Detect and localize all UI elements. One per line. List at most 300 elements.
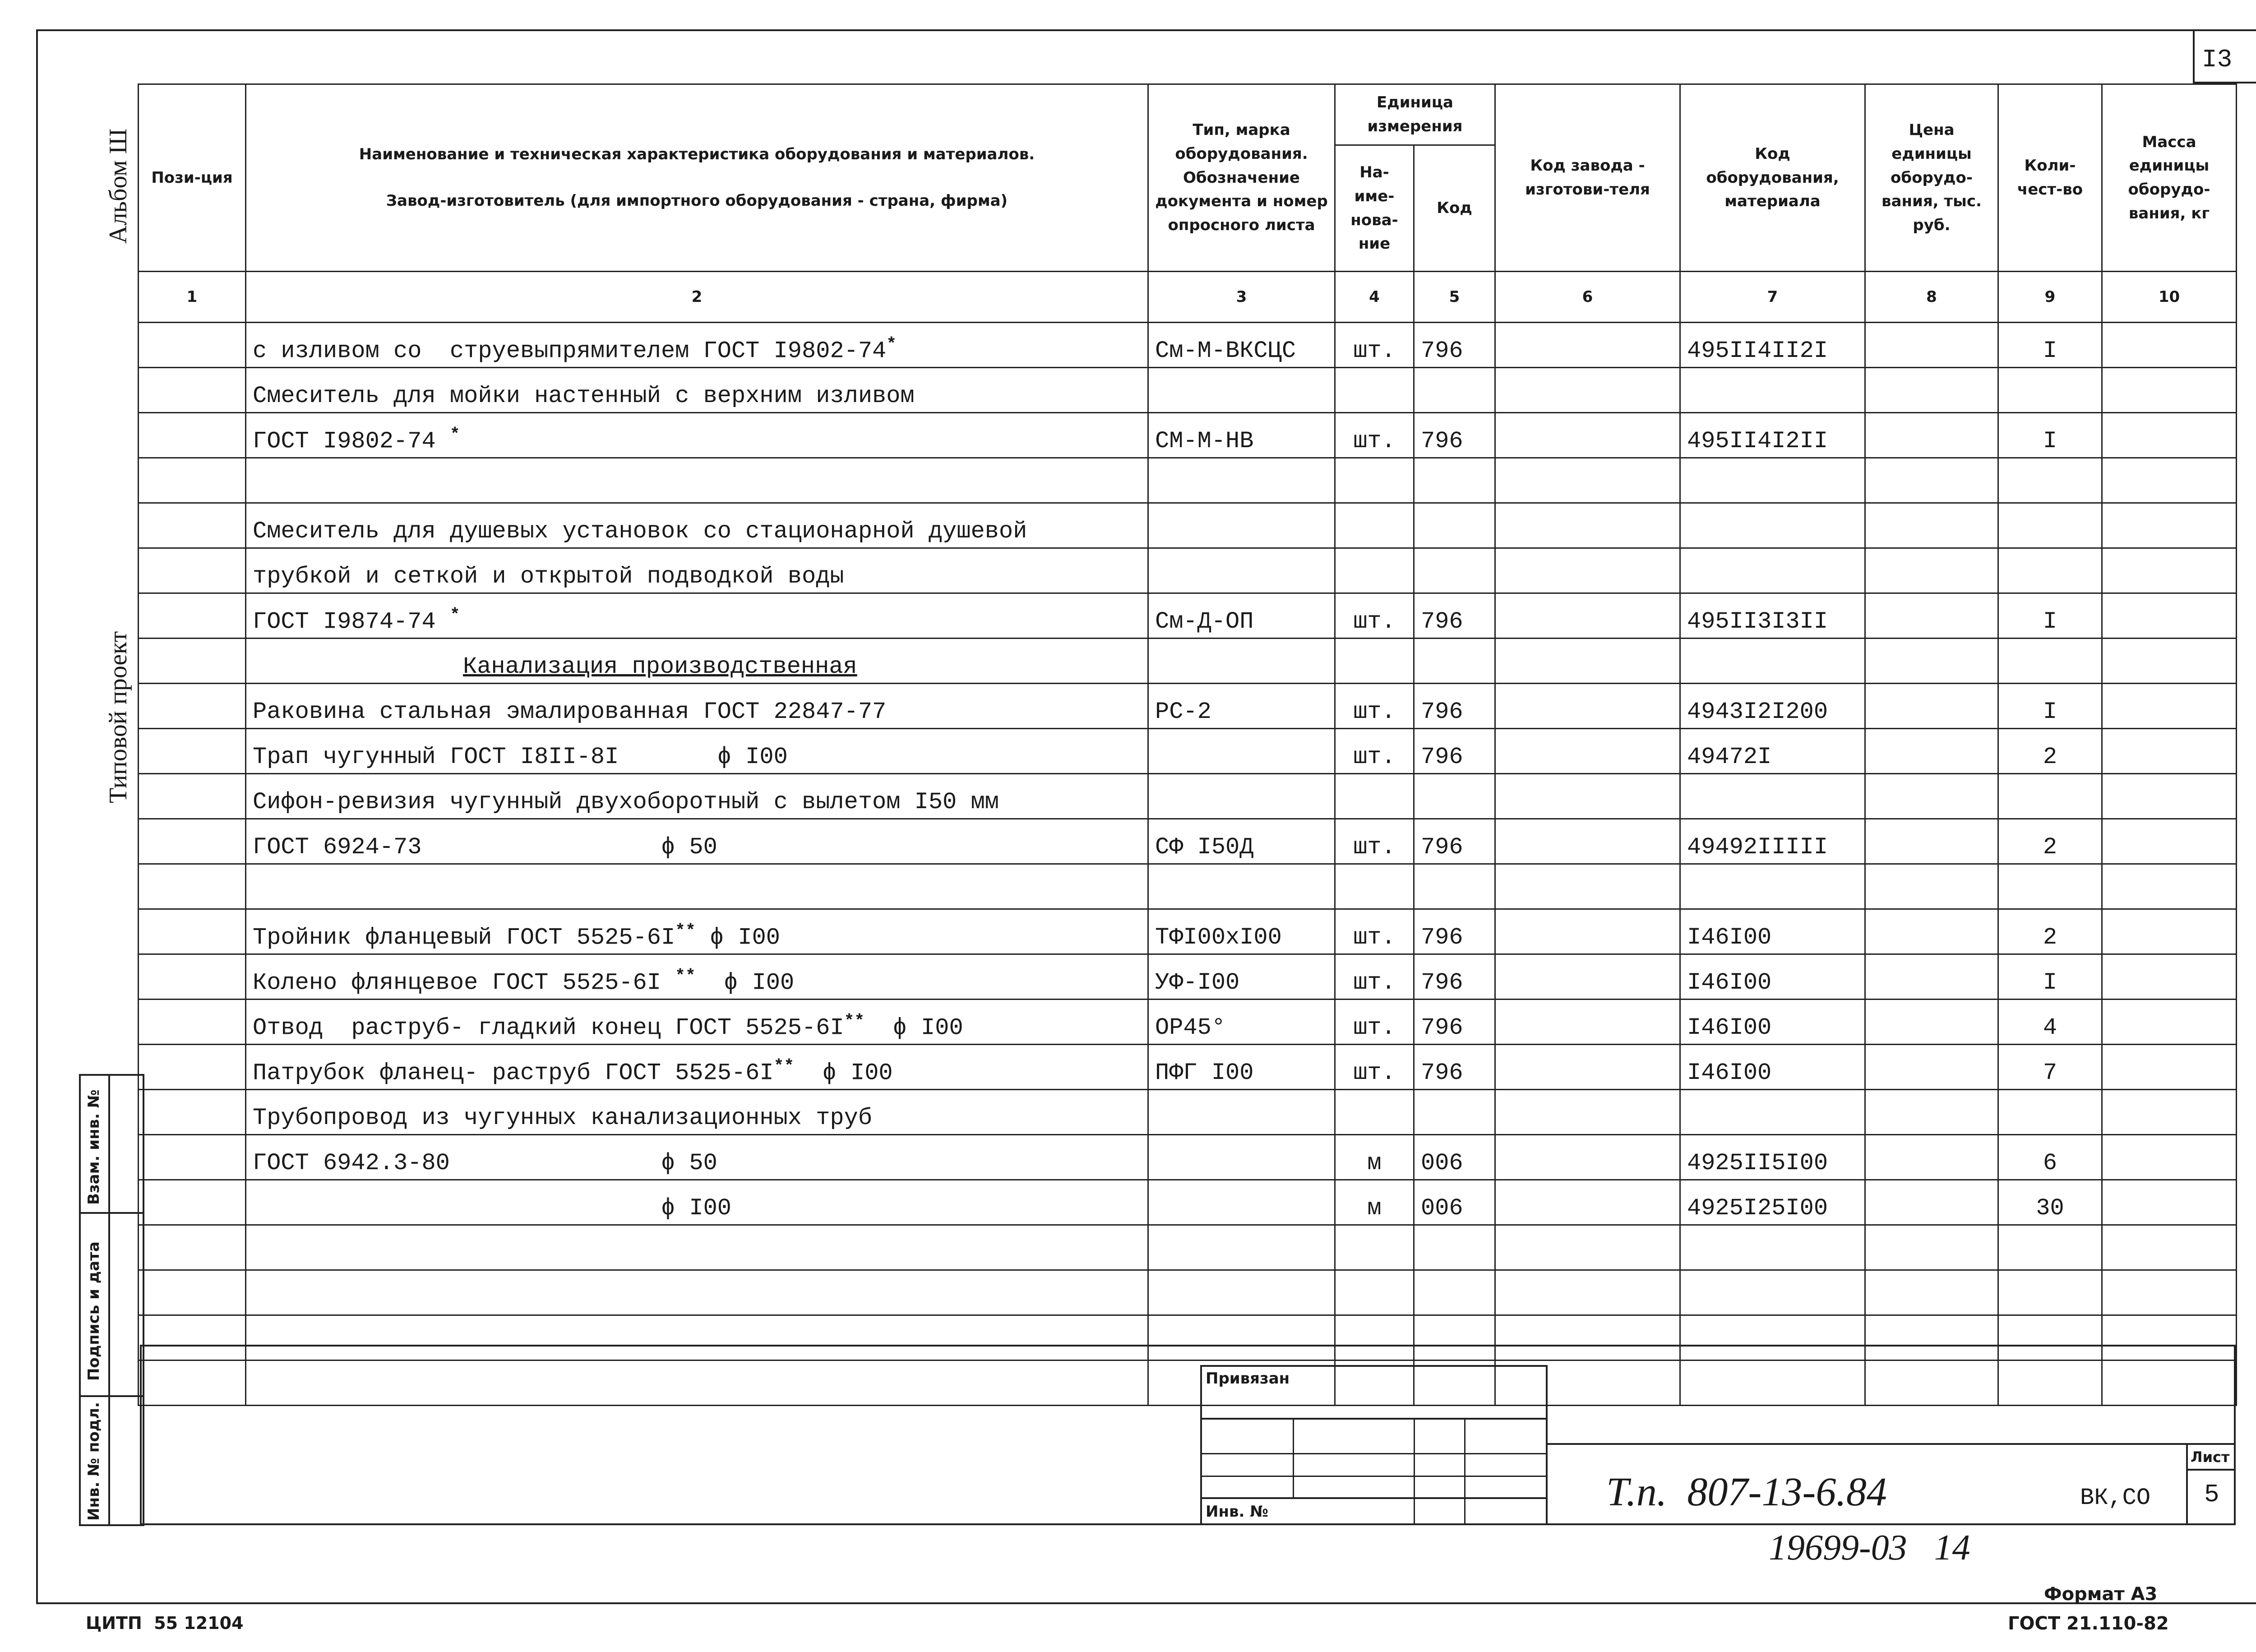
cell-factory-code <box>1495 819 1680 864</box>
cell-mass <box>2102 368 2237 413</box>
table-row <box>139 1225 2237 1270</box>
header-equipment-code: Код оборудования, материала <box>1680 84 1865 272</box>
cell-unit-code <box>1414 1225 1495 1270</box>
cell-type <box>1148 639 1335 684</box>
cell-position <box>139 1090 246 1135</box>
cell-name <box>246 774 1148 819</box>
privyazan-line <box>1200 1497 1548 1499</box>
cell-type <box>1148 1180 1335 1225</box>
cell-unit-code <box>1414 774 1495 819</box>
cell-unit-code <box>1414 548 1495 593</box>
side-divider <box>108 1074 110 1526</box>
cell-factory-code <box>1495 774 1680 819</box>
cell-unit <box>1335 864 1414 909</box>
gost-mark: * <box>449 605 460 625</box>
cell-unit: шт. <box>1335 1000 1414 1045</box>
gost-mark: ** <box>844 1011 865 1031</box>
cell-equipment-code <box>1680 1225 1865 1270</box>
cell-type: См-Д-ОП <box>1148 593 1335 639</box>
item-name: Раковина стальная эмалированная ГОСТ 22847-77 <box>253 699 887 725</box>
cell-equipment-code <box>1680 864 1865 909</box>
cell-factory-code <box>1495 323 1680 368</box>
cell-mass <box>2102 909 2237 954</box>
cell-price <box>1865 684 1998 729</box>
album-label: Альбом Ш <box>104 128 132 244</box>
cell-unit-code: 796 <box>1414 729 1495 774</box>
cell-mass <box>2102 1180 2237 1225</box>
column-number: 3 <box>1148 272 1335 323</box>
cell-unit <box>1335 774 1414 819</box>
cell-price <box>1865 368 1998 413</box>
cell-factory-code <box>1495 368 1680 413</box>
cell-unit-code: 796 <box>1414 909 1495 954</box>
cell-quantity <box>1998 1270 2102 1315</box>
cell-price <box>1865 503 1998 548</box>
privyazan-label: Привязан <box>1206 1370 1290 1388</box>
cell-unit: шт. <box>1335 819 1414 864</box>
cell-mass <box>2102 954 2237 1000</box>
cell-unit-code <box>1414 458 1495 503</box>
column-number: 5 <box>1414 272 1495 323</box>
cell-unit <box>1335 1090 1414 1135</box>
cell-type: ТФI00хI00 <box>1148 909 1335 954</box>
header-quantity: Коли-чест-во <box>1998 84 2102 272</box>
cell-quantity: 2 <box>1998 729 2102 774</box>
cell-quantity: I <box>1998 954 2102 1000</box>
cell-mass <box>2102 458 2237 503</box>
cell-quantity: 7 <box>1998 1045 2102 1090</box>
cell-unit: шт. <box>1335 909 1414 954</box>
cell-type: СФ I50Д <box>1148 819 1335 864</box>
cell-position <box>139 729 246 774</box>
table-row <box>139 1135 2237 1180</box>
cell-unit: шт. <box>1335 954 1414 1000</box>
cell-price <box>1865 1045 1998 1090</box>
cell-equipment-code: 49472I <box>1680 729 1865 774</box>
table-row <box>139 1270 2237 1315</box>
cell-equipment-code <box>1680 1090 1865 1135</box>
cell-unit <box>1335 1270 1414 1315</box>
column-number: 7 <box>1680 272 1865 323</box>
list-number: 5 <box>2204 1480 2219 1509</box>
cell-quantity: I <box>1998 323 2102 368</box>
table-row <box>139 1090 2237 1135</box>
cell-factory-code <box>1495 954 1680 1000</box>
header-type: Тип, марка оборудования. Обозначение документа и номер опросного листа <box>1148 84 1335 272</box>
page-number: I3 <box>2202 45 2233 74</box>
table-row <box>139 503 2237 548</box>
cell-equipment-code: I46I00 <box>1680 954 1865 1000</box>
cell-quantity <box>1998 503 2102 548</box>
table-row <box>139 729 2237 774</box>
item-name: ϕ I00 <box>253 1195 731 1222</box>
cell-factory-code <box>1495 548 1680 593</box>
cell-factory-code <box>1495 1270 1680 1315</box>
cell-type: ОР45° <box>1148 1000 1335 1045</box>
cell-type <box>1148 864 1335 909</box>
cell-name <box>246 413 1148 458</box>
cell-name <box>246 819 1148 864</box>
cell-mass <box>2102 548 2237 593</box>
item-name: Патрубок фланец- раструб ГОСТ 5525-6I <box>253 1060 774 1086</box>
table-row <box>139 954 2237 1000</box>
cell-position <box>139 548 246 593</box>
cell-position <box>139 1225 246 1270</box>
cell-quantity: 6 <box>1998 1135 2102 1180</box>
column-number: 9 <box>1998 272 2102 323</box>
cell-quantity <box>1998 548 2102 593</box>
cell-type <box>1148 1135 1335 1180</box>
diameter-suffix: ϕ I00 <box>695 924 780 951</box>
cell-name <box>246 593 1148 639</box>
cell-price <box>1865 1000 1998 1045</box>
cell-type <box>1148 368 1335 413</box>
cell-quantity: 2 <box>1998 819 2102 864</box>
item-name: Отвод раструб- гладкий конец ГОСТ 5525-6I <box>253 1014 844 1041</box>
cell-unit-code: 796 <box>1414 684 1495 729</box>
item-name: Смеситель для мойки настенный с верхним изливом <box>253 383 915 409</box>
cell-equipment-code <box>1680 548 1865 593</box>
cell-name <box>246 323 1148 368</box>
footer-format: Формат А3 <box>2044 1584 2158 1605</box>
cell-equipment-code <box>1680 368 1865 413</box>
header-unit-name: На-име-нова-ние <box>1335 145 1414 272</box>
cell-mass <box>2102 639 2237 684</box>
cell-mass <box>2102 593 2237 639</box>
cell-equipment-code <box>1680 1270 1865 1315</box>
cell-unit-code <box>1414 1090 1495 1135</box>
cell-price <box>1865 458 1998 503</box>
privyazan-box <box>1200 1365 1548 1525</box>
vzam-inv-label: Взам. инв. № <box>85 1089 103 1205</box>
cell-unit-code <box>1414 864 1495 909</box>
cell-type <box>1148 458 1335 503</box>
cell-unit-code: 796 <box>1414 413 1495 458</box>
table-row <box>139 323 2237 368</box>
cell-position <box>139 774 246 819</box>
cell-quantity <box>1998 1225 2102 1270</box>
cell-position <box>139 503 246 548</box>
cell-equipment-code <box>1680 774 1865 819</box>
table-row <box>139 684 2237 729</box>
specification-table <box>138 83 2237 1406</box>
header-name-line1: Наименование и техническая характеристика оборудования и материалов. <box>359 145 1035 164</box>
footer-gost: ГОСТ 21.110-82 <box>2008 1613 2169 1634</box>
cell-unit <box>1335 548 1414 593</box>
table-row <box>139 1045 2237 1090</box>
cell-unit: шт. <box>1335 684 1414 729</box>
privyazan-line <box>1200 1476 1548 1477</box>
cell-mass <box>2102 1135 2237 1180</box>
cell-type <box>1148 1270 1335 1315</box>
cell-unit <box>1335 639 1414 684</box>
cell-price <box>1865 1225 1998 1270</box>
cell-name <box>246 729 1148 774</box>
cell-unit: шт. <box>1335 323 1414 368</box>
item-name: Смеситель для душевых установок со стационарной душевой <box>253 518 1027 545</box>
cell-name <box>246 1000 1148 1045</box>
cell-position <box>139 323 246 368</box>
cell-unit: м <box>1335 1180 1414 1225</box>
cell-unit <box>1335 1225 1414 1270</box>
cell-quantity: I <box>1998 593 2102 639</box>
cell-price <box>1865 864 1998 909</box>
cell-name <box>246 503 1148 548</box>
cell-position <box>139 954 246 1000</box>
cell-mass <box>2102 1045 2237 1090</box>
cell-quantity: 2 <box>1998 909 2102 954</box>
item-name: ГОСТ I9874-74 <box>253 608 450 635</box>
cell-mass <box>2102 1090 2237 1135</box>
cell-unit: шт. <box>1335 413 1414 458</box>
gost-mark: ** <box>675 921 696 941</box>
cell-name <box>246 684 1148 729</box>
cell-name <box>246 458 1148 503</box>
cell-equipment-code: 495II4I2II <box>1680 413 1865 458</box>
cell-factory-code <box>1495 684 1680 729</box>
cell-price <box>1865 774 1998 819</box>
cell-name <box>246 1135 1148 1180</box>
cell-position <box>139 909 246 954</box>
column-number: 1 <box>139 272 246 323</box>
table-row <box>139 639 2237 684</box>
cell-position <box>139 1135 246 1180</box>
cell-name <box>246 639 1148 684</box>
header-factory-code: Код завода - изготови-теля <box>1495 84 1680 272</box>
cell-unit-code: 796 <box>1414 323 1495 368</box>
cell-position <box>139 1045 246 1090</box>
item-name: Трап чугунный ГОСТ I8II-8I ϕ I00 <box>253 744 788 770</box>
header-position: Пози-ция <box>139 84 246 272</box>
cell-quantity <box>1998 864 2102 909</box>
cell-position <box>139 819 246 864</box>
cell-name <box>246 1090 1148 1135</box>
doc-number: Т.п. 807-13-6.84 <box>1606 1470 1887 1514</box>
cell-unit-code: 796 <box>1414 1000 1495 1045</box>
diameter-suffix: ϕ I00 <box>864 1014 963 1041</box>
cell-factory-code <box>1495 1090 1680 1135</box>
cell-factory-code <box>1495 1180 1680 1225</box>
table-row <box>139 1180 2237 1225</box>
header-unit-group: Единица измерения <box>1335 84 1495 145</box>
cell-factory-code <box>1495 639 1680 684</box>
cell-mass <box>2102 413 2237 458</box>
cell-type: РС-2 <box>1148 684 1335 729</box>
cell-equipment-code <box>1680 639 1865 684</box>
header-price: Цена единицы оборудо-вания, тыс. руб. <box>1865 84 1998 272</box>
cell-type: УФ-I00 <box>1148 954 1335 1000</box>
gost-mark: ** <box>773 1056 795 1076</box>
cell-position <box>139 1000 246 1045</box>
cell-mass <box>2102 503 2237 548</box>
privyazan-vline <box>1293 1418 1294 1499</box>
cell-price <box>1865 323 1998 368</box>
cell-type <box>1148 1225 1335 1270</box>
cell-unit <box>1335 458 1414 503</box>
gost-mark: ** <box>675 966 696 986</box>
cell-position <box>139 639 246 684</box>
cell-factory-code <box>1495 729 1680 774</box>
gost-mark: * <box>449 425 460 444</box>
column-number: 6 <box>1495 272 1680 323</box>
cell-unit-code <box>1414 503 1495 548</box>
cell-unit-code: 796 <box>1414 593 1495 639</box>
cell-price <box>1865 548 1998 593</box>
table-row <box>139 548 2237 593</box>
cell-mass <box>2102 1225 2237 1270</box>
cell-price <box>1865 1135 1998 1180</box>
cell-unit-code: 006 <box>1414 1180 1495 1225</box>
cell-price <box>1865 909 1998 954</box>
cell-type <box>1148 774 1335 819</box>
cell-name <box>246 909 1148 954</box>
cell-name <box>246 1270 1148 1315</box>
cell-type <box>1148 729 1335 774</box>
cell-type <box>1148 548 1335 593</box>
cell-position <box>139 413 246 458</box>
cell-unit: шт. <box>1335 1045 1414 1090</box>
cell-mass <box>2102 729 2237 774</box>
cell-quantity <box>1998 1090 2102 1135</box>
cell-factory-code <box>1495 593 1680 639</box>
cell-mass <box>2102 864 2237 909</box>
cell-type <box>1148 503 1335 548</box>
inv-podl-label: Инв. № подл. <box>85 1402 103 1521</box>
cell-factory-code <box>1495 503 1680 548</box>
table-row <box>139 864 2237 909</box>
gost-mark: * <box>886 334 897 354</box>
cell-equipment-code <box>1680 503 1865 548</box>
section-code: ВК,СО <box>2080 1485 2151 1511</box>
diameter-suffix: ϕ I00 <box>695 969 795 996</box>
table-row <box>139 593 2237 639</box>
inv-no-label: Инв. № <box>1206 1503 1269 1521</box>
cell-factory-code <box>1495 458 1680 503</box>
item-name: Канализация производственная <box>463 653 857 680</box>
item-name: Сифон-ревизия чугунный двухоборотный с вылетом I50 мм <box>253 789 999 815</box>
cell-quantity <box>1998 368 2102 413</box>
cell-factory-code <box>1495 1135 1680 1180</box>
cell-unit-code <box>1414 639 1495 684</box>
item-name: трубкой и сеткой и открытой подводкой воды <box>253 563 844 590</box>
privyazan-vline <box>1414 1418 1415 1525</box>
cell-equipment-code: I46I00 <box>1680 1000 1865 1045</box>
cell-unit <box>1335 368 1414 413</box>
cell-unit-code: 006 <box>1414 1135 1495 1180</box>
cell-position <box>139 458 246 503</box>
cell-factory-code <box>1495 1225 1680 1270</box>
cell-factory-code <box>1495 909 1680 954</box>
cell-price <box>1865 1180 1998 1225</box>
cell-name <box>246 1225 1148 1270</box>
item-name: Тройник фланцевый ГОСТ 5525-6I <box>253 924 675 951</box>
header-name-line2: Завод-изготовитель (для импортного оборудования - страна, фирма) <box>386 192 1008 210</box>
item-name: с изливом со струевыпрямителем ГОСТ I9802-74 <box>253 338 887 364</box>
item-name: Трубопровод из чугунных канализационных труб <box>253 1105 873 1131</box>
cell-unit-code: 796 <box>1414 1045 1495 1090</box>
privyazan-line <box>1200 1418 1548 1420</box>
footer-left: ЦИТП 55 12104 <box>86 1613 244 1633</box>
cell-type: ПФГ I00 <box>1148 1045 1335 1090</box>
cell-mass <box>2102 1000 2237 1045</box>
header-mass: Масса единицы оборудо-вания, кг <box>2102 84 2237 272</box>
column-number: 8 <box>1865 272 1998 323</box>
cell-quantity <box>1998 774 2102 819</box>
cell-name <box>246 864 1148 909</box>
table-row <box>139 774 2237 819</box>
cell-quantity: I <box>1998 684 2102 729</box>
typical-project-label: Типовой проект <box>104 631 132 803</box>
cell-position <box>139 593 246 639</box>
column-number: 4 <box>1335 272 1414 323</box>
cell-equipment-code: 4925I25I00 <box>1680 1180 1865 1225</box>
cell-factory-code <box>1495 864 1680 909</box>
cell-position <box>139 1180 246 1225</box>
cell-mass <box>2102 819 2237 864</box>
cell-type: СМ-М-НВ <box>1148 413 1335 458</box>
cell-quantity: 30 <box>1998 1180 2102 1225</box>
cell-name <box>246 548 1148 593</box>
cell-equipment-code: 495II4II2I <box>1680 323 1865 368</box>
table-row <box>139 1000 2237 1045</box>
column-number-row <box>139 272 2237 323</box>
item-name: ГОСТ 6924-73 ϕ 50 <box>253 834 717 861</box>
stamp-outer <box>140 1345 2236 1525</box>
cell-type: См-М-ВКСЦС <box>1148 323 1335 368</box>
header-unit-code: Код <box>1414 145 1495 272</box>
item-name: ГОСТ I9802-74 <box>253 428 450 454</box>
cell-equipment-code: I46I00 <box>1680 1045 1865 1090</box>
cell-factory-code <box>1495 1000 1680 1045</box>
privyazan-line <box>1200 1453 1548 1454</box>
list-label: Лист <box>2191 1448 2230 1466</box>
table-row <box>139 413 2237 458</box>
cell-unit: шт. <box>1335 593 1414 639</box>
cell-price <box>1865 1090 1998 1135</box>
title-block-line <box>1548 1443 2236 1445</box>
cell-unit: м <box>1335 1135 1414 1180</box>
cell-equipment-code: 4943I2I200 <box>1680 684 1865 729</box>
item-name: ГОСТ 6942.3-80 ϕ 50 <box>253 1150 717 1176</box>
cell-factory-code <box>1495 1045 1680 1090</box>
cell-factory-code <box>1495 413 1680 458</box>
cell-unit-code: 796 <box>1414 954 1495 1000</box>
cell-unit: шт. <box>1335 729 1414 774</box>
cell-equipment-code <box>1680 458 1865 503</box>
cell-price <box>1865 593 1998 639</box>
table-row <box>139 368 2237 413</box>
cell-price <box>1865 1270 1998 1315</box>
list-divider <box>2186 1469 2236 1471</box>
cell-quantity <box>1998 639 2102 684</box>
cell-quantity: I <box>1998 413 2102 458</box>
cell-mass <box>2102 323 2237 368</box>
column-number: 2 <box>246 272 1148 323</box>
cell-position <box>139 684 246 729</box>
handwritten-number: 19699-03 14 <box>1769 1528 1970 1568</box>
cell-position <box>139 864 246 909</box>
podpis-data-label: Подпись и дата <box>85 1241 103 1381</box>
cell-type <box>1148 1090 1335 1135</box>
privyazan-vline <box>1464 1418 1465 1525</box>
cell-equipment-code: 495II3I3II <box>1680 593 1865 639</box>
cell-unit-code <box>1414 368 1495 413</box>
cell-quantity: 4 <box>1998 1000 2102 1045</box>
item-name: Колено флянцевое ГОСТ 5525-6I <box>253 969 675 996</box>
cell-mass <box>2102 774 2237 819</box>
table-row <box>139 819 2237 864</box>
cell-name <box>246 954 1148 1000</box>
